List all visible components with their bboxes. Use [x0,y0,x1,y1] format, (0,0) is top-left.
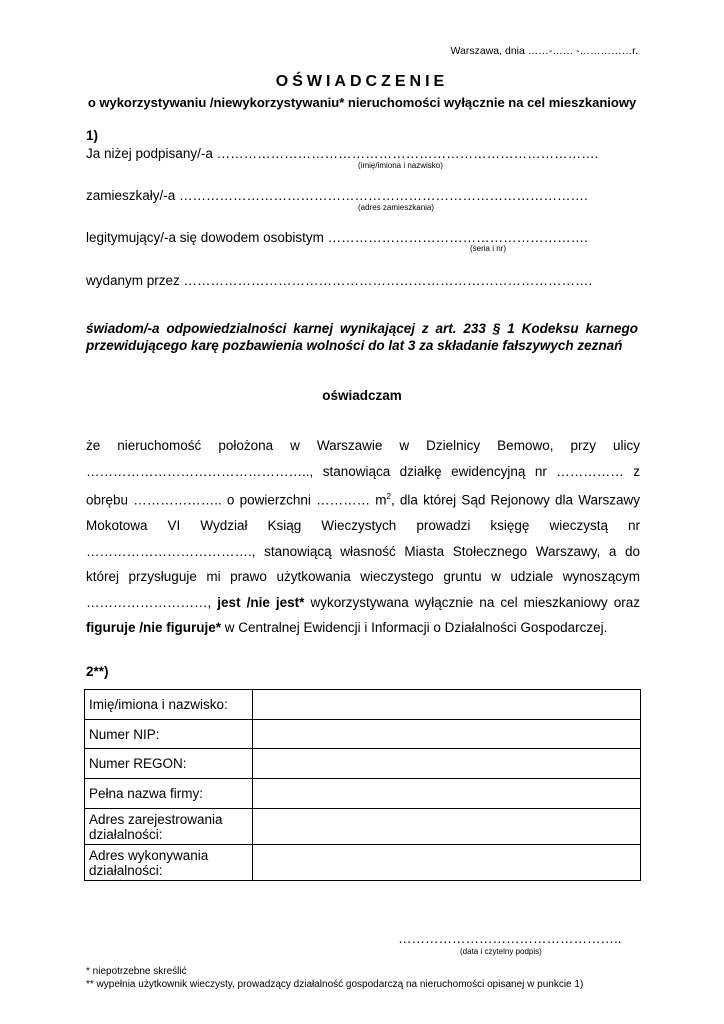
declare-heading: oświadczam [322,388,402,403]
id-card-field-hint: (seria i nr) [470,244,507,253]
row-label-nip: Numer NIP: [85,720,253,749]
id-card-field-line: legitymujący/-a się dowodem osobistym …………………………………………………. [86,230,588,245]
address-field-hint: (adres zamieszkania) [358,203,435,212]
row-value-company-name[interactable] [253,779,641,809]
row-label-registered-address: Adres zarejestrowania działalności: [85,809,253,845]
place-date-line: Warszawa, dnia ……-…… -……………r. [450,45,638,57]
table-row [85,809,641,845]
body-superscript: 2 [386,492,391,501]
table-row [85,749,641,779]
section-1-number: 1) [86,128,99,143]
row-label-name: Imię/imiona i nazwisko: [85,690,253,720]
business-info-table [84,689,641,881]
document-title: OŚWIADCZENIE [275,73,449,90]
body-part-2: , dla której Sąd Rejonowy dla Warszawy Mokotowa VI Wydział Ksiąg Wieczystych prowadzi księgę wieczystą nr ………………………………., stanowiącą własność Miasta Stołecznego Warszawy, a do której przysługuje mi prawo użytkowania wieczystego gruntu w udziale wynoszącym ………………………, [86,492,640,610]
table-row [85,720,641,749]
row-value-operating-address[interactable] [253,845,641,881]
row-value-name[interactable] [253,690,641,720]
body-part-3: wykorzystywana wyłącznie na cel mieszkaniowy oraz [304,594,640,610]
document-subtitle: o wykorzystywaniu /niewykorzystywaniu* nieruchomości wyłącznie na cel mieszkaniowy [87,95,637,110]
table-row [85,779,641,809]
body-part-1: że nieruchomość położona w Warszawie w Dzielnicy Bemowo, przy ulicy ………………………………………….., stanowiąca działkę ewidencyjną nr …………… z obrębu ……………….. o powierzchni ………… m [86,438,640,508]
signature-hint: (data i czytelny podpis) [460,947,542,956]
row-value-nip[interactable] [253,720,641,749]
name-field-hint: (imię/imiona i nazwisko) [358,161,443,170]
row-label-company-name: Pełna nazwa firmy: [85,779,253,809]
signature-line: ………………………………………….. [398,931,622,946]
footnote-2: ** wypełnia użytkownik wieczysty, prowadzący działalność gospodarczą na nieruchomości opisanej w punkcie 1) [86,979,584,990]
awareness-statement: świadom/-a odpowiedzialności karnej wynikającej z art. 233 § 1 Kodeksu karnego przewidującego karę pozbawienia wolności do lat 3 za składanie fałszywych zeznań [86,321,638,353]
issued-by-field-line: wydanym przez ………………………………………………………………………………. [86,273,593,288]
body-part-4: w Centralnej Ewidencji i Informacji o Działalności Gospodarczej. [221,620,608,635]
row-value-registered-address[interactable] [253,809,641,845]
address-field-line: zamieszkały/-a ………………………………………………………………………………. [86,188,588,203]
declaration-body [86,433,640,641]
body-bold-2: figuruje /nie figuruje* [86,620,222,635]
row-label-regon: Numer REGON: [85,749,253,779]
name-field-line: Ja niżej podpisany/-a …………………………………………………………………………. [86,146,599,161]
footnote-1: * niepotrzebne skreślić [86,966,187,977]
row-value-regon[interactable] [253,749,641,779]
body-bold-1: jest /nie jest* [217,594,305,610]
table-row [85,845,641,881]
table-row [85,690,641,720]
row-label-operating-address: Adres wykonywania działalności: [85,845,253,881]
section-2-number: 2**) [86,664,109,679]
